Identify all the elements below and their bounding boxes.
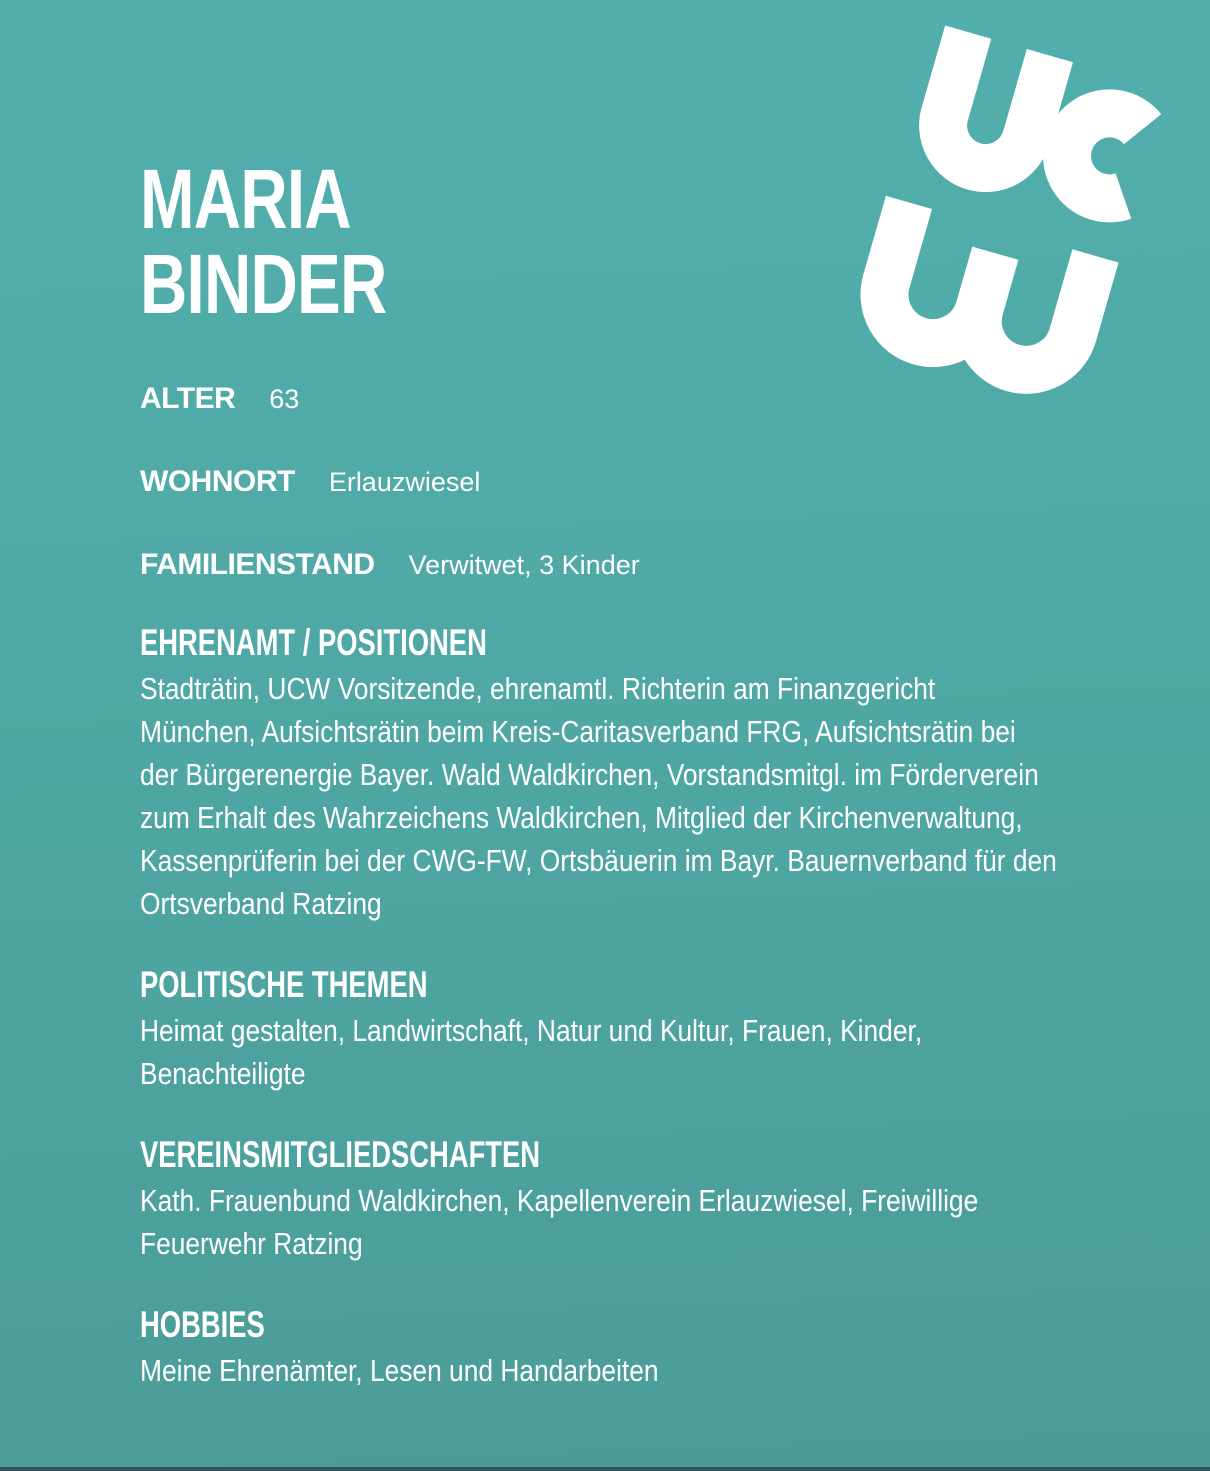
field-label-familienstand: FAMILIENSTAND: [140, 548, 375, 581]
section-heading-politische-themen: POLITISCHE THEMEN: [140, 964, 428, 1005]
section-text-vereinsmitgliedschaften: Kath. Frauenbund Waldkirchen, Kapellenverein Erlauzwiesel, Freiwillige Feuerwehr Ratzing: [140, 1183, 979, 1261]
bottom-edge-bar: [0, 1467, 1210, 1471]
field-value-alter: 63: [269, 384, 300, 414]
section-politische-themen: [140, 965, 1150, 1095]
field-row-familienstand: [140, 547, 1150, 583]
field-label-alter: ALTER: [140, 382, 236, 415]
field-value-wohnort: Erlauzwiesel: [328, 467, 481, 497]
candidate-first-name: MARIA: [140, 152, 351, 246]
profile-fields: [140, 381, 1150, 583]
field-row-alter: [140, 381, 1150, 417]
candidate-last-name: BINDER: [140, 237, 387, 331]
section-heading-ehrenamt: EHRENAMT / POSITIONEN: [140, 622, 487, 663]
section-heading-hobbies: HOBBIES: [140, 1304, 265, 1345]
section-heading-vereinsmitgliedschaften: VEREINSMITGLIEDSCHAFTEN: [140, 1134, 541, 1175]
section-ehrenamt-positionen: [140, 623, 1150, 925]
field-label-wohnort: WOHNORT: [140, 465, 295, 498]
field-row-wohnort: [140, 464, 1150, 500]
section-text-hobbies: Meine Ehrenämter, Lesen und Handarbeiten: [140, 1353, 659, 1388]
profile-content: [140, 152, 1150, 1392]
section-text-ehrenamt: Stadträtin, UCW Vorsitzende, ehrenamtl. Richterin am Finanzgericht München, Aufsichtsrätin beim Kreis-Caritasverband FRG, Aufsichtsrätin bei der Bürgerenergie Bayer. Wald Waldkirchen, Vorstandsmitgl. im Förderverein zum Erhalt des Wahrzeichens Waldkirchen, Mitglied der Kirchenverwaltung, Kassenprüferin bei der CWG-FW, Ortsbäuerin im Bayr. Bauernverband für den Ortsverband Ratzing: [140, 671, 1057, 921]
section-vereinsmitgliedschaften: [140, 1135, 1150, 1265]
candidate-name: [140, 152, 928, 331]
field-value-familienstand: Verwitwet, 3 Kinder: [408, 550, 640, 580]
section-text-politische-themen: Heimat gestalten, Landwirtschaft, Natur und Kultur, Frauen, Kinder, Benachteiligte: [140, 1013, 923, 1091]
section-hobbies: [140, 1305, 1150, 1392]
